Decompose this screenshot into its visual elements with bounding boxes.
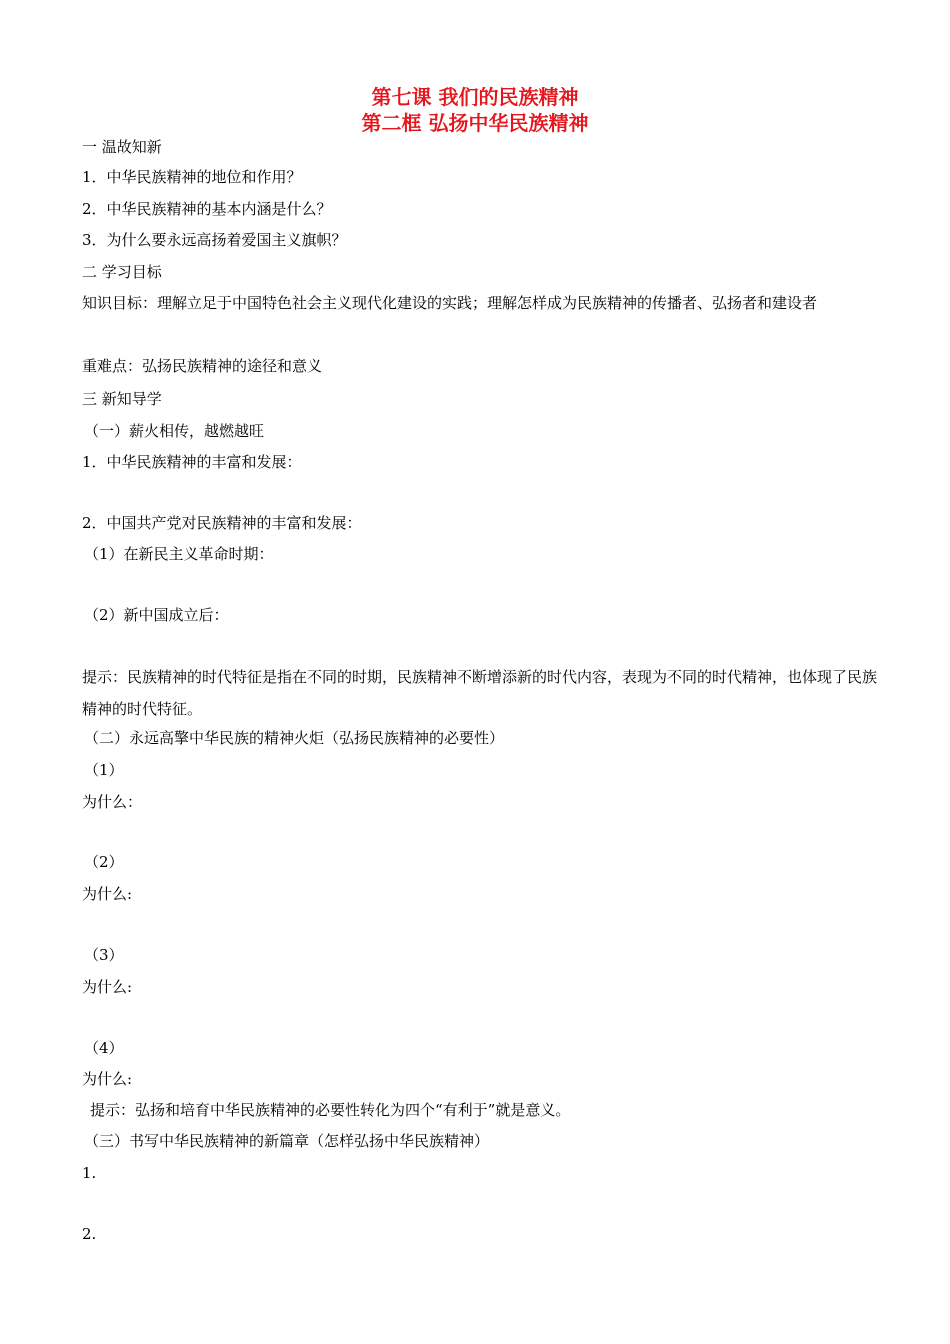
part1-item2: 2．中国共产党对民族精神的丰富和发展： [82,514,362,532]
part2-tip: 提示：弘扬和培育中华民族精神的必要性转化为四个“有利于”就是意义。 [90,1101,571,1119]
page-title-line1: 第七课 我们的民族精神 [371,85,579,109]
part1-heading: （一）薪火相传，越燃越旺 [84,422,265,440]
necessity-2-number: （2） [84,853,124,871]
necessity-4-why: 为什么: [82,1070,133,1088]
necessity-3-why: 为什么: [82,978,133,996]
section1-heading: 一 温故知新 [82,138,162,156]
section3-heading: 三 新知导学 [82,390,162,408]
necessity-4-number: （4） [84,1039,124,1057]
key-points: 重难点：弘扬民族精神的途径和意义 [82,357,323,375]
knowledge-goal: 知识目标：理解立足于中国特色社会主义现代化建设的实践；理解怎样成为民族精神的传播者、弘扬者和建设者 [82,294,818,312]
review-question-3: 3．为什么要永远高扬着爱国主义旗帜？ [82,231,347,249]
part1-sub2: （2）新中国成立后： [84,606,229,624]
part3-item2: 2. [82,1225,97,1243]
part3-heading: （三）书写中华民族精神的新篇章（怎样弘扬中华民族精神） [84,1132,490,1150]
part1-sub1: （1）在新民主义革命时期： [84,545,274,563]
part1-tip: 提示：民族精神的时代特征是指在不同的时期，民族精神不断增添新的时代内容，表现为不同的时代精神，也体现了民族精神的时代特征。 [82,668,878,718]
section2-heading: 二 学习目标 [82,263,162,281]
necessity-2-why: 为什么: [82,885,133,903]
page-title-line2: 第二框 弘扬中华民族精神 [361,111,589,135]
part3-item1: 1. [82,1164,97,1182]
review-question-2: 2．中华民族精神的基本内涵是什么？ [82,200,332,218]
necessity-3-number: （3） [84,946,124,964]
part1-item1: 1．中华民族精神的丰富和发展： [82,453,302,471]
necessity-1-number: （1） [84,761,124,779]
part2-heading: （二）永远高擎中华民族的精神火炬（弘扬民族精神的必要性） [84,729,505,747]
necessity-1-why: 为什么： [82,793,143,811]
review-question-1: 1．中华民族精神的地位和作用？ [82,168,302,186]
